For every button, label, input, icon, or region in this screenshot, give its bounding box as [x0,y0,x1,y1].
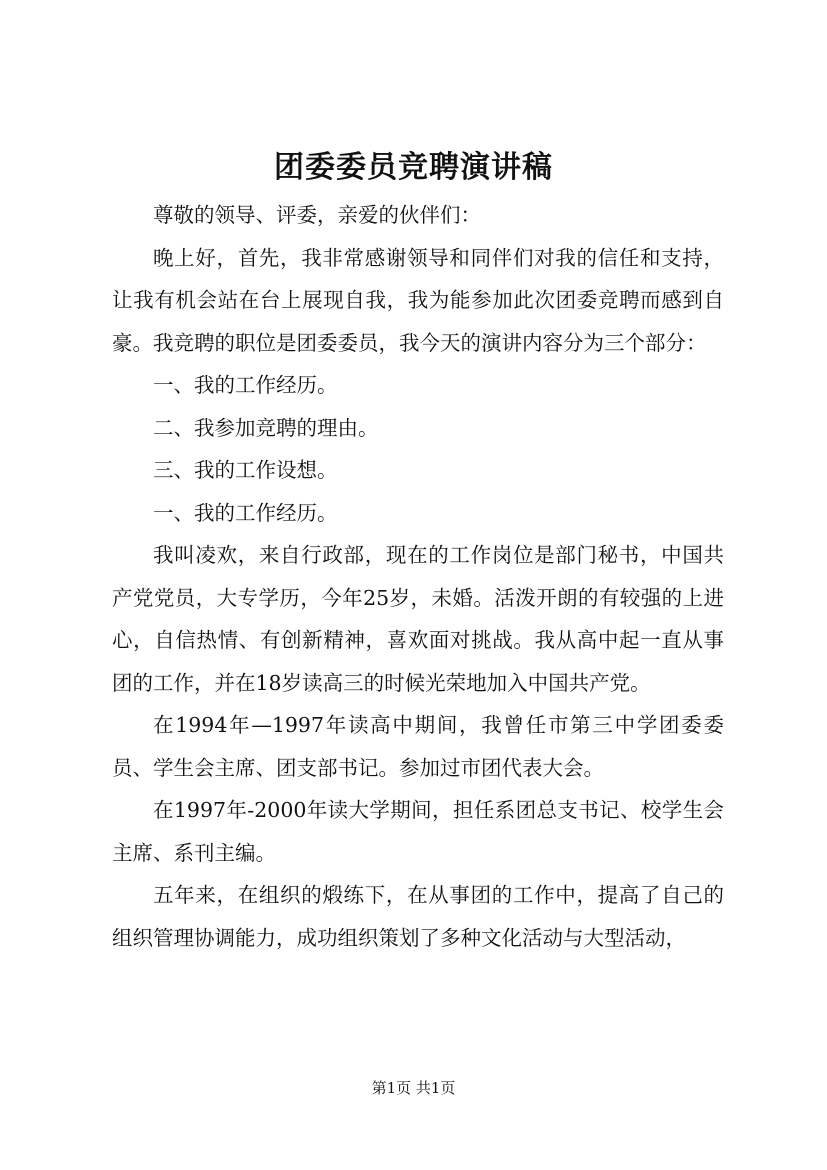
paragraph-high-school: 在1994年—1997年读高中期间，我曾任市第三中学团委委员、学生会主席、团支部书记。参加过市团代表大会。 [112,713,724,780]
outline-item-3: 三、我的工作设想。 [153,458,338,482]
paragraph-five-years: 五年来，在组织的煅练下，在从事团的工作中，提高了自己的组织管理协调能力，成功组织策划了多种文化活动与大型活动， [112,883,724,950]
document-title: 团委委员竞聘演讲稿 [274,150,553,185]
paragraph-university: 在1997年-2000年读大学期间，担任系团总支书记、校学生会主席、系刊主编。 [112,798,724,865]
paragraph-salutation: 尊敬的领导、评委，亲爱的伙伴们： [153,203,481,227]
document-body [112,194,724,959]
page-number-footer: 第1页 共1页 [371,1079,456,1097]
outline-item-2: 二、我参加竞聘的理由。 [153,415,379,440]
outline-item-1: 一、我的工作经历。 [153,373,338,397]
paragraph-opening: 晚上好，首先，我非常感谢领导和同伴们对我的信任和支持，让我有机会站在台上展现自我，我为能参加此次团委竞聘而感到自豪。我竞聘的职位是团委委员，我今天的演讲内容分为三个部分： [112,245,724,355]
section-heading-work-experience: 一、我的工作经历。 [153,500,338,525]
paragraph-self-introduction: 我叫凌欢，来自行政部，现在的工作岗位是部门秘书，中国共产党党员，大专学历，今年25岁，未婚。活泼开朗的有较强的上进心，自信热情、有创新精神，喜欢面对挑战。我从高中起一直从事团的工作，并在18岁读高三的时候光荣地加入中国共产党。 [112,543,724,695]
